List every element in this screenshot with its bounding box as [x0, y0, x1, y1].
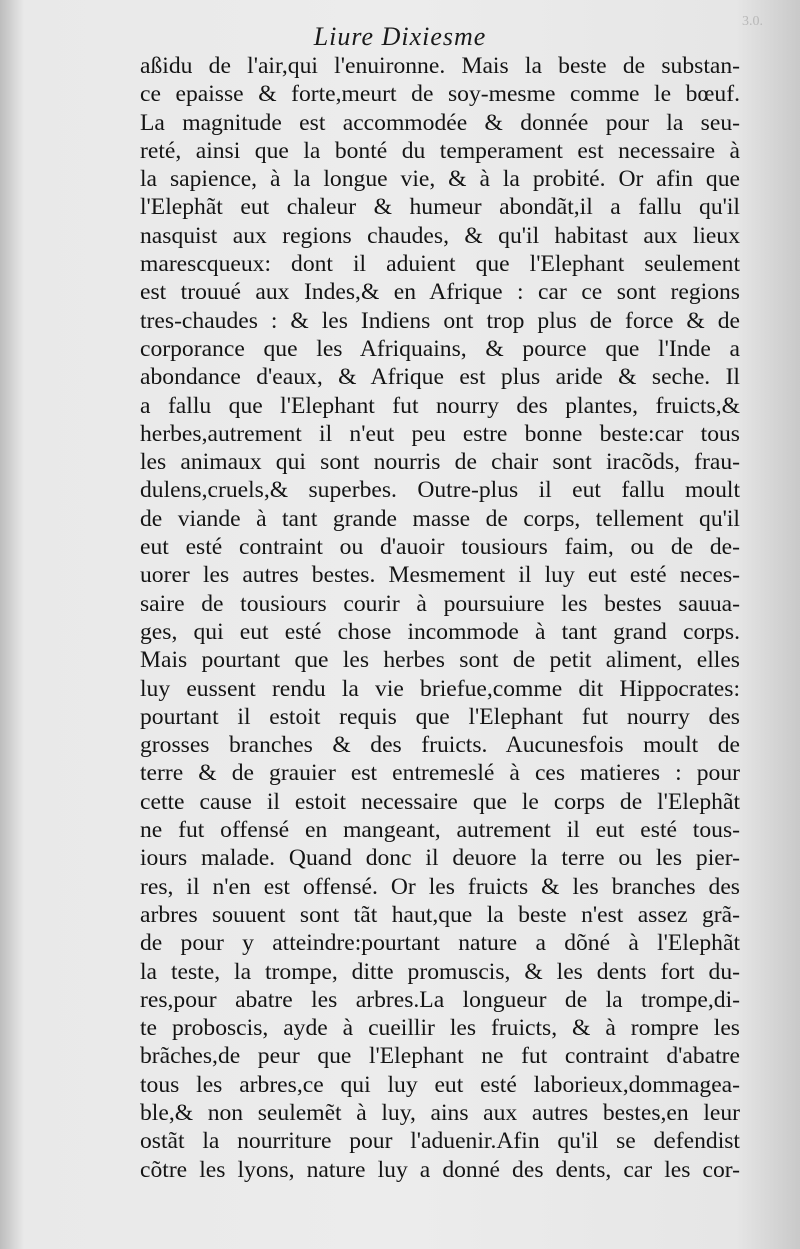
text-line: tres-chaudes : & les Indiens ont trop plus de force & de — [140, 307, 740, 334]
text-line: arbres souuent sont tãt haut,que la beste n'est assez grã- — [140, 901, 740, 928]
text-line: dulens,cruels,& superbes. Outre-plus il eut fallu moult — [140, 477, 740, 504]
text-line: reté, ainsi que la bonté du temperament est necessaire à — [140, 137, 740, 164]
text-line: tous les arbres,ce qui luy eut esté laborieux,dommagea- — [140, 1071, 740, 1098]
text-line: de viande à tant grande masse de corps, tellement qu'il — [140, 505, 740, 532]
text-line: aßidu de l'air,qui l'enuironne. Mais la beste de substan- — [140, 53, 740, 79]
text-line: res,pour abatre les arbres.La longueur de la trompe,di- — [140, 986, 740, 1013]
text-line: ges, qui eut esté chose incommode à tant grand corps. — [140, 618, 740, 645]
text-line: herbes,autrement il n'eut peu estre bonne beste:car tous — [140, 420, 740, 447]
text-line: luy eussent rendu la vie briefue,comme dit Hippocrates: — [140, 675, 740, 702]
text-line: cõtre les lyons, nature luy a donné des dents, car les cor- — [140, 1156, 740, 1183]
text-line: uorer les autres bestes. Mesmement il luy eut esté neces- — [140, 562, 740, 589]
text-line: terre & de grauier est entremeslé à ces matieres : pour — [140, 760, 740, 787]
text-line: la sapience, à la longue vie, & à la probité. Or afin que — [140, 166, 740, 193]
text-line: les animaux qui sont nourris de chair sont iracõds, frau- — [140, 449, 740, 476]
text-line: ne fut offensé en mangeant, autrement il eut esté tous- — [140, 817, 740, 844]
text-line: ostãt la nourriture pour l'aduenir.Afin qu'il se defendist — [140, 1128, 740, 1155]
text-line: corporance que les Afriquains, & pource que l'Inde a — [140, 335, 740, 362]
corner-mark: 3.0. — [742, 14, 763, 29]
text-line: ce epaisse & forte,meurt de soy-mesme comme le bœuf. — [140, 81, 740, 108]
text-line: te proboscis, ayde à cueillir les fruicts, & à rompre les — [140, 1015, 740, 1042]
running-head: Liure Dixiesme — [313, 22, 487, 51]
text-line: pourtant il estoit requis que l'Elephant fut nourry des — [140, 703, 740, 730]
text-line: l'Elephãt eut chaleur & humeur abondãt,il a fallu qu'il — [140, 194, 740, 221]
text-line: brãches,de peur que l'Elephant ne fut contraint d'abatre — [140, 1043, 740, 1070]
body-text — [140, 52, 740, 1184]
text-line: nasquist aux regions chaudes, & qu'il habitast aux lieux — [140, 222, 740, 249]
text-line: grosses branches & des fruicts. Aucunesfois moult de — [140, 732, 740, 759]
text-line: ble,& non seulemẽt à luy, ains aux autres bestes,en leur — [140, 1099, 740, 1126]
text-line: la teste, la trompe, ditte promuscis, & les dents fort du- — [140, 958, 740, 985]
text-line: cette cause il estoit necessaire que le corps de l'Elephãt — [140, 788, 740, 815]
text-line: La magnitude est accommodée & donnée pour la seu- — [140, 109, 740, 136]
text-line: marescqueux: dont il aduient que l'Elephant seulement — [140, 251, 740, 278]
text-line: de pour y atteindre:pourtant nature a dõné à l'Elephãt — [140, 930, 740, 957]
text-line: a fallu que l'Elephant fut nourry des plantes, fruicts,& — [140, 392, 740, 419]
text-line: est trouué aux Indes,& en Afrique : car ce sont regions — [140, 279, 740, 306]
text-line: saire de tousiours courir à poursuiure les bestes sauua- — [140, 590, 740, 617]
text-line: eut esté contraint ou d'auoir tousiours faim, ou de de- — [140, 534, 740, 561]
text-line: abondance d'eaux, & Afrique est plus aride & seche. Il — [140, 364, 740, 391]
text-line: iours malade. Quand donc il deuore la terre ou les pier- — [140, 845, 740, 872]
text-line: Mais pourtant que les herbes sont de petit aliment, elles — [140, 647, 740, 674]
text-line: res, il n'en est offensé. Or les fruicts & les branches des — [140, 873, 740, 900]
